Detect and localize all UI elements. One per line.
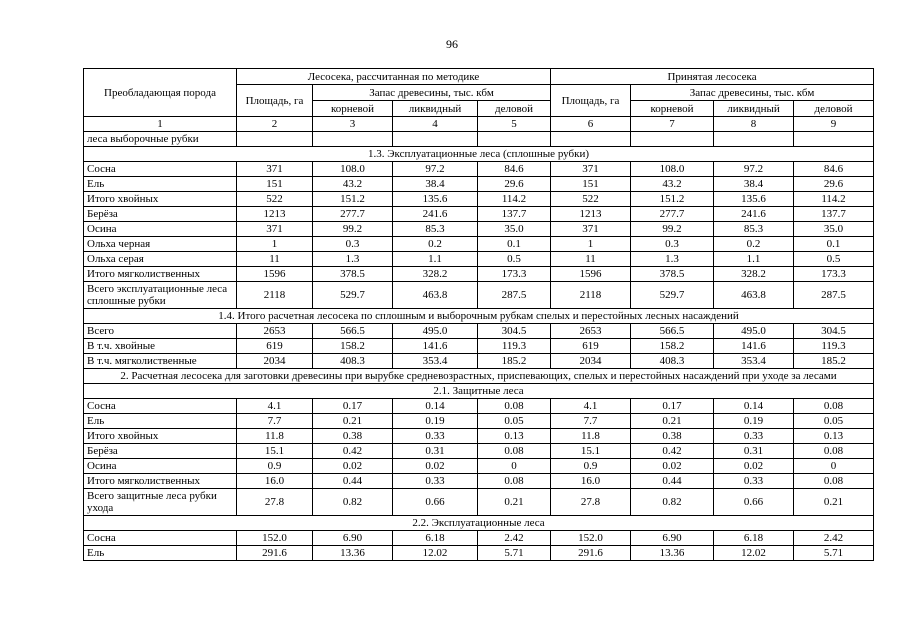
column-number: 4 xyxy=(393,117,478,132)
value-cell: 328.2 xyxy=(393,267,478,282)
value-cell: 27.8 xyxy=(551,489,631,516)
value-cell: 0.33 xyxy=(714,429,794,444)
value-cell: 173.3 xyxy=(794,267,874,282)
value-cell: 99.2 xyxy=(313,222,393,237)
column-number: 8 xyxy=(714,117,794,132)
value-cell: 12.02 xyxy=(714,546,794,561)
header-area-method: Площадь, га xyxy=(237,85,313,117)
value-cell: 277.7 xyxy=(313,207,393,222)
value-cell: 619 xyxy=(237,339,313,354)
value-cell: 0.21 xyxy=(313,414,393,429)
value-cell xyxy=(794,132,874,147)
value-cell: 241.6 xyxy=(714,207,794,222)
value-cell: 119.3 xyxy=(794,339,874,354)
value-cell: 0.13 xyxy=(478,429,551,444)
table-row xyxy=(84,192,874,207)
header-business: деловой xyxy=(794,101,874,117)
forest-table xyxy=(83,68,874,561)
value-cell: 0.19 xyxy=(393,414,478,429)
value-cell: 35.0 xyxy=(478,222,551,237)
value-cell: 99.2 xyxy=(631,222,714,237)
value-cell: 4.1 xyxy=(551,399,631,414)
value-cell: 1.3 xyxy=(313,252,393,267)
value-cell: 0.05 xyxy=(794,414,874,429)
value-cell: 1.3 xyxy=(631,252,714,267)
value-cell: 6.90 xyxy=(631,531,714,546)
table-row xyxy=(84,207,874,222)
value-cell: 152.0 xyxy=(237,531,313,546)
header-root: корневой xyxy=(631,101,714,117)
value-cell: 0.14 xyxy=(393,399,478,414)
value-cell: 0.05 xyxy=(478,414,551,429)
table-row xyxy=(84,252,874,267)
value-cell: 158.2 xyxy=(313,339,393,354)
value-cell: 38.4 xyxy=(393,177,478,192)
header-species: Преобладающая порода xyxy=(84,69,237,117)
value-cell: 11.8 xyxy=(551,429,631,444)
value-cell: 151.2 xyxy=(631,192,714,207)
value-cell: 2.42 xyxy=(794,531,874,546)
value-cell: 11 xyxy=(551,252,631,267)
value-cell: 0.17 xyxy=(313,399,393,414)
value-cell: 97.2 xyxy=(393,162,478,177)
table-row xyxy=(84,489,874,516)
value-cell: 185.2 xyxy=(478,354,551,369)
value-cell: 2653 xyxy=(551,324,631,339)
value-cell: 291.6 xyxy=(237,546,313,561)
value-cell: 0.21 xyxy=(631,414,714,429)
header-stock-accepted: Запас древесины, тыс. кбм xyxy=(631,85,874,101)
species-cell: Всего защитные леса рубки ухода xyxy=(84,489,237,516)
value-cell: 0.5 xyxy=(478,252,551,267)
value-cell: 16.0 xyxy=(237,474,313,489)
value-cell: 0.38 xyxy=(313,429,393,444)
value-cell: 1213 xyxy=(237,207,313,222)
value-cell: 119.3 xyxy=(478,339,551,354)
value-cell: 29.6 xyxy=(478,177,551,192)
value-cell: 6.18 xyxy=(393,531,478,546)
table-row xyxy=(84,237,874,252)
value-cell: 11 xyxy=(237,252,313,267)
value-cell: 15.1 xyxy=(551,444,631,459)
species-cell: Сосна xyxy=(84,399,237,414)
value-cell: 0.5 xyxy=(794,252,874,267)
table-row xyxy=(84,546,874,561)
value-cell: 13.36 xyxy=(313,546,393,561)
table-row xyxy=(84,222,874,237)
value-cell: 2.42 xyxy=(478,531,551,546)
value-cell: 0.2 xyxy=(393,237,478,252)
species-cell: Ель xyxy=(84,546,237,561)
section-title: 2.2. Эксплуатационные леса xyxy=(84,516,874,531)
section-title: 2.1. Защитные леса xyxy=(84,384,874,399)
species-cell: Всего эксплуатационные леса сплошные рубки xyxy=(84,282,237,309)
header-area-accepted: Площадь, га xyxy=(551,85,631,117)
value-cell: 29.6 xyxy=(794,177,874,192)
header-business: деловой xyxy=(478,101,551,117)
value-cell: 0.9 xyxy=(551,459,631,474)
value-cell: 277.7 xyxy=(631,207,714,222)
value-cell: 1213 xyxy=(551,207,631,222)
value-cell: 13.36 xyxy=(631,546,714,561)
value-cell: 619 xyxy=(551,339,631,354)
value-cell: 135.6 xyxy=(714,192,794,207)
value-cell: 151 xyxy=(237,177,313,192)
value-cell: 353.4 xyxy=(714,354,794,369)
value-cell: 84.6 xyxy=(794,162,874,177)
species-cell: леса выборочные рубки xyxy=(84,132,237,147)
value-cell: 0.42 xyxy=(631,444,714,459)
species-cell: Осина xyxy=(84,222,237,237)
species-cell: Берёза xyxy=(84,444,237,459)
column-number: 1 xyxy=(84,117,237,132)
species-cell: Ель xyxy=(84,414,237,429)
species-cell: Итого мягколиственных xyxy=(84,474,237,489)
value-cell: 0.1 xyxy=(478,237,551,252)
value-cell: 566.5 xyxy=(631,324,714,339)
value-cell xyxy=(714,132,794,147)
value-cell: 0.08 xyxy=(794,444,874,459)
species-cell: Ель xyxy=(84,177,237,192)
section-row xyxy=(84,309,874,324)
table-row xyxy=(84,474,874,489)
value-cell: 0.02 xyxy=(313,459,393,474)
table-row xyxy=(84,354,874,369)
value-cell: 38.4 xyxy=(714,177,794,192)
value-cell: 137.7 xyxy=(794,207,874,222)
value-cell: 15.1 xyxy=(237,444,313,459)
value-cell: 16.0 xyxy=(551,474,631,489)
table-body xyxy=(84,69,874,561)
species-cell: В т.ч. хвойные xyxy=(84,339,237,354)
value-cell: 0.02 xyxy=(393,459,478,474)
table-row xyxy=(84,531,874,546)
value-cell: 2118 xyxy=(237,282,313,309)
table-row xyxy=(84,339,874,354)
section-title: 1.4. Итого расчетная лесосека по сплошным и выборочным рубкам спелых и перестойных лесных насаждений xyxy=(84,309,874,324)
value-cell: 304.5 xyxy=(794,324,874,339)
section-row xyxy=(84,147,874,162)
value-cell: 0.21 xyxy=(794,489,874,516)
value-cell: 135.6 xyxy=(393,192,478,207)
value-cell: 0.08 xyxy=(478,444,551,459)
species-cell: Сосна xyxy=(84,531,237,546)
value-cell: 7.7 xyxy=(237,414,313,429)
value-cell: 1596 xyxy=(551,267,631,282)
table-row xyxy=(84,324,874,339)
value-cell: 158.2 xyxy=(631,339,714,354)
species-cell: Сосна xyxy=(84,162,237,177)
value-cell: 0.82 xyxy=(313,489,393,516)
value-cell: 529.7 xyxy=(631,282,714,309)
value-cell: 152.0 xyxy=(551,531,631,546)
section-title: 2. Расчетная лесосека для заготовки древесины при вырубке средневозрастных, приспевающих, спелых и перестойных насаждений при уходе за лесами xyxy=(84,369,874,384)
value-cell: 0.3 xyxy=(313,237,393,252)
value-cell: 0.2 xyxy=(714,237,794,252)
header-group-method: Лесосека, рассчитанная по методике xyxy=(237,69,551,85)
value-cell: 27.8 xyxy=(237,489,313,516)
section-row xyxy=(84,516,874,531)
value-cell: 97.2 xyxy=(714,162,794,177)
value-cell xyxy=(478,132,551,147)
value-cell: 287.5 xyxy=(478,282,551,309)
species-cell: Итого хвойных xyxy=(84,192,237,207)
value-cell: 463.8 xyxy=(714,282,794,309)
table-row xyxy=(84,177,874,192)
species-cell: Ольха черная xyxy=(84,237,237,252)
value-cell: 11.8 xyxy=(237,429,313,444)
section-title: 1.3. Эксплуатационные леса (сплошные рубки) xyxy=(84,147,874,162)
value-cell: 1 xyxy=(237,237,313,252)
column-number: 3 xyxy=(313,117,393,132)
value-cell: 0.08 xyxy=(794,399,874,414)
value-cell: 151.2 xyxy=(313,192,393,207)
value-cell: 137.7 xyxy=(478,207,551,222)
header-liquid: ликвидный xyxy=(393,101,478,117)
column-number: 7 xyxy=(631,117,714,132)
value-cell: 1.1 xyxy=(393,252,478,267)
table-row xyxy=(84,132,874,147)
value-cell: 0.14 xyxy=(714,399,794,414)
value-cell: 0.44 xyxy=(631,474,714,489)
value-cell: 522 xyxy=(237,192,313,207)
value-cell: 5.71 xyxy=(478,546,551,561)
value-cell: 287.5 xyxy=(794,282,874,309)
value-cell: 371 xyxy=(237,222,313,237)
column-number-row xyxy=(84,117,874,132)
value-cell: 108.0 xyxy=(313,162,393,177)
value-cell: 141.6 xyxy=(393,339,478,354)
value-cell: 85.3 xyxy=(393,222,478,237)
value-cell: 1 xyxy=(551,237,631,252)
value-cell xyxy=(393,132,478,147)
value-cell: 5.71 xyxy=(794,546,874,561)
value-cell: 85.3 xyxy=(714,222,794,237)
value-cell: 0.3 xyxy=(631,237,714,252)
value-cell: 353.4 xyxy=(393,354,478,369)
table-row xyxy=(84,399,874,414)
section-row xyxy=(84,384,874,399)
value-cell: 0.33 xyxy=(393,429,478,444)
value-cell: 185.2 xyxy=(794,354,874,369)
page-number: 96 xyxy=(446,37,458,51)
value-cell: 0.9 xyxy=(237,459,313,474)
value-cell: 0.33 xyxy=(714,474,794,489)
table-row xyxy=(84,444,874,459)
value-cell: 35.0 xyxy=(794,222,874,237)
value-cell: 371 xyxy=(237,162,313,177)
value-cell: 566.5 xyxy=(313,324,393,339)
header-group-accepted: Принятая лесосека xyxy=(551,69,874,85)
value-cell: 173.3 xyxy=(478,267,551,282)
table-row xyxy=(84,429,874,444)
column-number: 5 xyxy=(478,117,551,132)
value-cell: 291.6 xyxy=(551,546,631,561)
species-cell: Осина xyxy=(84,459,237,474)
species-cell: Берёза xyxy=(84,207,237,222)
table-row xyxy=(84,267,874,282)
value-cell xyxy=(313,132,393,147)
value-cell: 0.19 xyxy=(714,414,794,429)
value-cell: 0.02 xyxy=(631,459,714,474)
value-cell: 0.08 xyxy=(478,399,551,414)
header-stock-method: Запас древесины, тыс. кбм xyxy=(313,85,551,101)
value-cell: 0.31 xyxy=(714,444,794,459)
value-cell: 0.13 xyxy=(794,429,874,444)
value-cell: 495.0 xyxy=(393,324,478,339)
value-cell: 7.7 xyxy=(551,414,631,429)
column-number: 6 xyxy=(551,117,631,132)
value-cell: 463.8 xyxy=(393,282,478,309)
column-number: 9 xyxy=(794,117,874,132)
value-cell: 6.18 xyxy=(714,531,794,546)
value-cell: 12.02 xyxy=(393,546,478,561)
table-row xyxy=(84,414,874,429)
species-cell: В т.ч. мягколиственные xyxy=(84,354,237,369)
species-cell: Итого хвойных xyxy=(84,429,237,444)
value-cell: 0.21 xyxy=(478,489,551,516)
value-cell: 408.3 xyxy=(313,354,393,369)
value-cell: 2034 xyxy=(551,354,631,369)
value-cell: 6.90 xyxy=(313,531,393,546)
table-row xyxy=(84,459,874,474)
table-row xyxy=(84,162,874,177)
value-cell: 141.6 xyxy=(714,339,794,354)
value-cell: 0.02 xyxy=(714,459,794,474)
value-cell: 2118 xyxy=(551,282,631,309)
value-cell: 408.3 xyxy=(631,354,714,369)
value-cell: 328.2 xyxy=(714,267,794,282)
value-cell: 0 xyxy=(794,459,874,474)
value-cell: 108.0 xyxy=(631,162,714,177)
value-cell: 529.7 xyxy=(313,282,393,309)
value-cell: 0.08 xyxy=(794,474,874,489)
column-number: 2 xyxy=(237,117,313,132)
value-cell: 495.0 xyxy=(714,324,794,339)
value-cell: 0.82 xyxy=(631,489,714,516)
value-cell: 43.2 xyxy=(313,177,393,192)
species-cell: Ольха серая xyxy=(84,252,237,267)
value-cell: 2034 xyxy=(237,354,313,369)
value-cell: 4.1 xyxy=(237,399,313,414)
value-cell: 1.1 xyxy=(714,252,794,267)
value-cell: 0.31 xyxy=(393,444,478,459)
value-cell: 0.1 xyxy=(794,237,874,252)
value-cell: 0.66 xyxy=(393,489,478,516)
value-cell: 43.2 xyxy=(631,177,714,192)
species-cell: Всего xyxy=(84,324,237,339)
header-liquid: ликвидный xyxy=(714,101,794,117)
value-cell: 84.6 xyxy=(478,162,551,177)
table-row xyxy=(84,282,874,309)
value-cell: 0.33 xyxy=(393,474,478,489)
value-cell: 0.38 xyxy=(631,429,714,444)
species-cell: Итого мягколиственных xyxy=(84,267,237,282)
value-cell xyxy=(237,132,313,147)
value-cell: 0.08 xyxy=(478,474,551,489)
value-cell xyxy=(631,132,714,147)
value-cell: 371 xyxy=(551,162,631,177)
header-root: корневой xyxy=(313,101,393,117)
value-cell xyxy=(551,132,631,147)
value-cell: 114.2 xyxy=(794,192,874,207)
value-cell: 0.44 xyxy=(313,474,393,489)
value-cell: 0.42 xyxy=(313,444,393,459)
header-row-1 xyxy=(84,69,874,85)
value-cell: 0 xyxy=(478,459,551,474)
value-cell: 371 xyxy=(551,222,631,237)
value-cell: 304.5 xyxy=(478,324,551,339)
value-cell: 151 xyxy=(551,177,631,192)
value-cell: 2653 xyxy=(237,324,313,339)
value-cell: 378.5 xyxy=(631,267,714,282)
value-cell: 378.5 xyxy=(313,267,393,282)
value-cell: 522 xyxy=(551,192,631,207)
value-cell: 241.6 xyxy=(393,207,478,222)
value-cell: 0.66 xyxy=(714,489,794,516)
value-cell: 0.17 xyxy=(631,399,714,414)
section-row xyxy=(84,369,874,384)
value-cell: 114.2 xyxy=(478,192,551,207)
value-cell: 1596 xyxy=(237,267,313,282)
